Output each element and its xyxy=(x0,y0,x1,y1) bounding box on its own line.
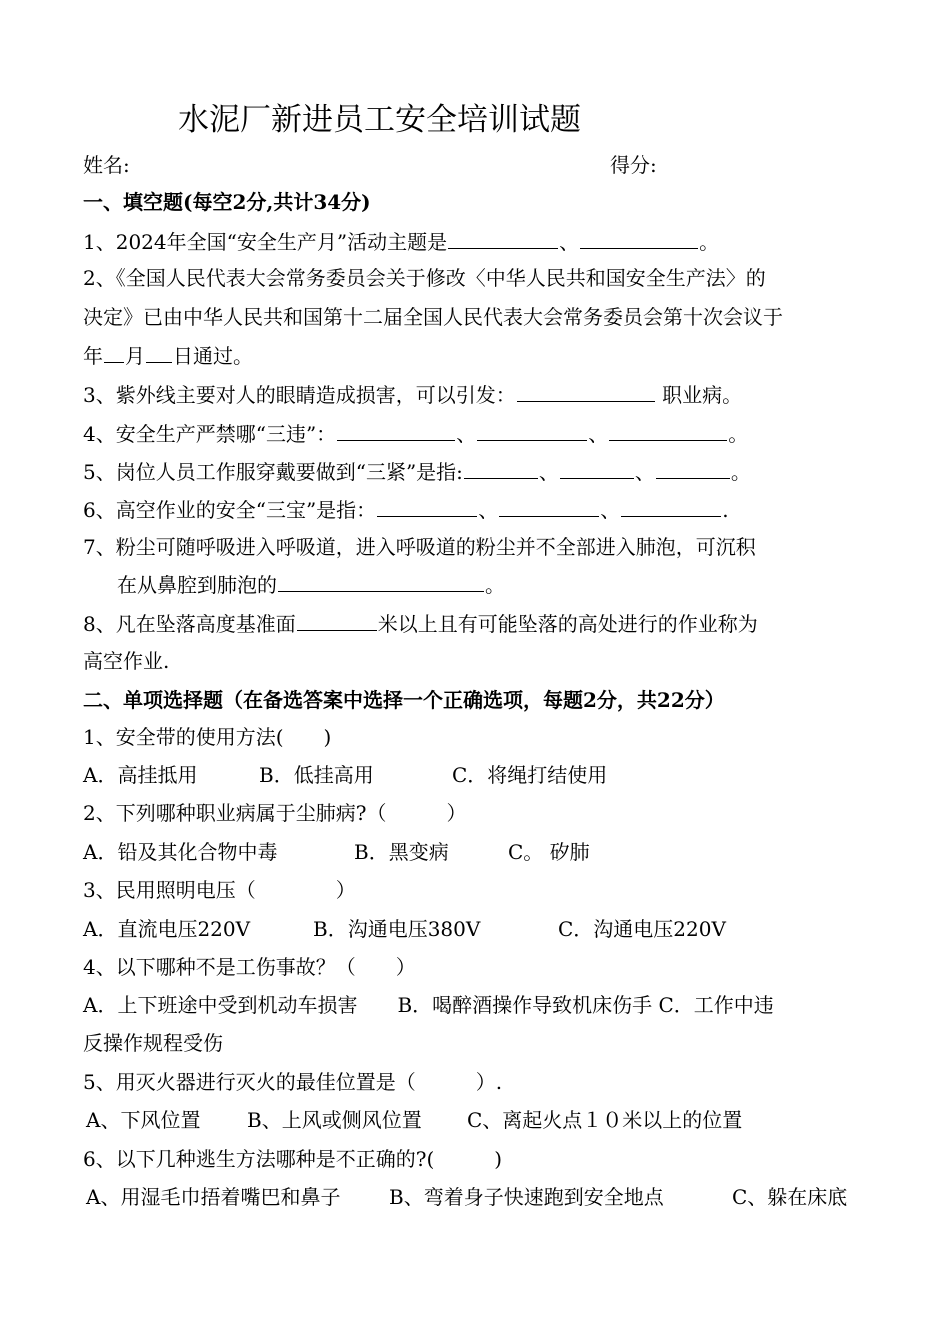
question-8-line2: 高空作业. xyxy=(83,649,170,673)
option-a[interactable]: A．铅及其化合物中毒 xyxy=(83,840,278,864)
option-b[interactable]: B．低挂高用 xyxy=(259,763,374,787)
mc-options-3 xyxy=(83,916,726,942)
answer-blank[interactable] xyxy=(297,610,377,631)
mc-options-4-line1: A．上下班途中受到机动车损害 B．喝醉酒操作导致机床伤手 C．工作中违 xyxy=(83,993,774,1017)
mc-question-1: 1、安全带的使用方法( ) xyxy=(83,725,332,749)
answer-blank[interactable] xyxy=(621,496,721,517)
question-5: 5、岗位人员工作服穿戴要做到“三紧”是指: 、 、 。 xyxy=(83,460,751,484)
option-c[interactable]: C、躲在床底 xyxy=(732,1185,848,1209)
mc-options-5 xyxy=(86,1107,743,1133)
section1-heading: 一、填空题(每空2分,共计34分) xyxy=(83,190,371,214)
section2-heading: 二、单项选择题（在备选答案中选择一个正确选项，每题2分，共22分） xyxy=(83,688,725,712)
question-7-line2: 在从鼻腔到肺泡的 。 xyxy=(117,573,505,597)
option-b[interactable]: B、上风或侧风位置 xyxy=(247,1108,422,1132)
answer-blank[interactable] xyxy=(448,228,558,249)
option-b[interactable]: B、弯着身子快速跑到安全地点 xyxy=(389,1185,664,1209)
answer-blank[interactable] xyxy=(477,420,587,441)
score-label: 得分: xyxy=(610,153,657,177)
answer-blank[interactable] xyxy=(656,458,730,479)
option-a[interactable]: A．直流电压220V xyxy=(83,917,251,941)
option-c[interactable]: C。 矽肺 xyxy=(508,840,590,864)
option-b[interactable]: B．黑变病 xyxy=(354,840,449,864)
question-7-line1: 7、粉尘可随呼吸进入呼吸道，进入呼吸道的粉尘并不全部进入肺泡，可沉积 xyxy=(83,535,756,559)
answer-blank[interactable] xyxy=(464,458,538,479)
answer-blank[interactable] xyxy=(278,571,484,592)
answer-blank[interactable] xyxy=(517,381,655,402)
mc-question-2: 2、下列哪种职业病属于尘肺病?（ ） xyxy=(83,801,467,825)
question-6: 6、高空作业的安全“三宝”是指： 、 、 . xyxy=(83,498,729,522)
mc-question-5: 5、用灭火器进行灭火的最佳位置是（ ）. xyxy=(83,1070,503,1094)
answer-blank[interactable] xyxy=(499,496,599,517)
page-title: 水泥厂新进员工安全培训试题 xyxy=(178,102,581,138)
option-c[interactable]: C．沟通电压220V xyxy=(558,917,726,941)
question-1: 1、2024年全国“安全生产月”活动主题是 、 。 xyxy=(83,230,720,254)
option-a[interactable]: A．高挂抵用 xyxy=(83,763,198,787)
answer-blank[interactable] xyxy=(337,420,455,441)
question-2-line2: 决定》已由中华人民共和国第十二届全国人民代表大会常务委员会第十次会议于 xyxy=(83,305,783,329)
mc-options-2 xyxy=(83,839,590,865)
option-c[interactable]: C、离起火点１０米以上的位置 xyxy=(467,1108,743,1132)
option-a[interactable]: A、用湿毛巾捂着嘴巴和鼻子 xyxy=(86,1185,341,1209)
question-2-line3: 年 月 日通过。 xyxy=(83,344,253,368)
answer-blank[interactable] xyxy=(560,458,634,479)
question-4: 4、安全生产严禁哪“三违”： 、 、 。 xyxy=(83,422,749,446)
option-a[interactable]: A、下风位置 xyxy=(86,1108,201,1132)
answer-blank[interactable] xyxy=(609,420,727,441)
mc-question-6: 6、以下几种逃生方法哪种是不正确的?( ) xyxy=(83,1147,503,1171)
question-2-line1: 2、《全国人民代表大会常务委员会关于修改〈中华人民共和国安全生产法〉的 xyxy=(83,266,766,290)
name-label: 姓名: xyxy=(83,153,130,177)
question-3: 3、紫外线主要对人的眼睛造成损害，可以引发： 职业病。 xyxy=(83,383,743,407)
option-b[interactable]: B．沟通电压380V xyxy=(313,917,481,941)
mc-question-3: 3、民用照明电压（ ） xyxy=(83,878,356,902)
mc-options-6 xyxy=(86,1184,848,1210)
answer-blank[interactable] xyxy=(377,496,477,517)
answer-blank[interactable] xyxy=(104,342,124,363)
mc-options-4-line2: 反操作规程受伤 xyxy=(83,1031,223,1055)
question-8-line1: 8、凡在坠落高度基准面 米以上且有可能坠落的高处进行的作业称为 xyxy=(83,612,758,636)
mc-question-4: 4、以下哪种不是工伤事故？（ ） xyxy=(83,955,416,979)
answer-blank[interactable] xyxy=(146,342,172,363)
answer-blank[interactable] xyxy=(580,228,698,249)
mc-options-1 xyxy=(83,762,608,788)
option-c[interactable]: C．将绳打结使用 xyxy=(452,763,608,787)
